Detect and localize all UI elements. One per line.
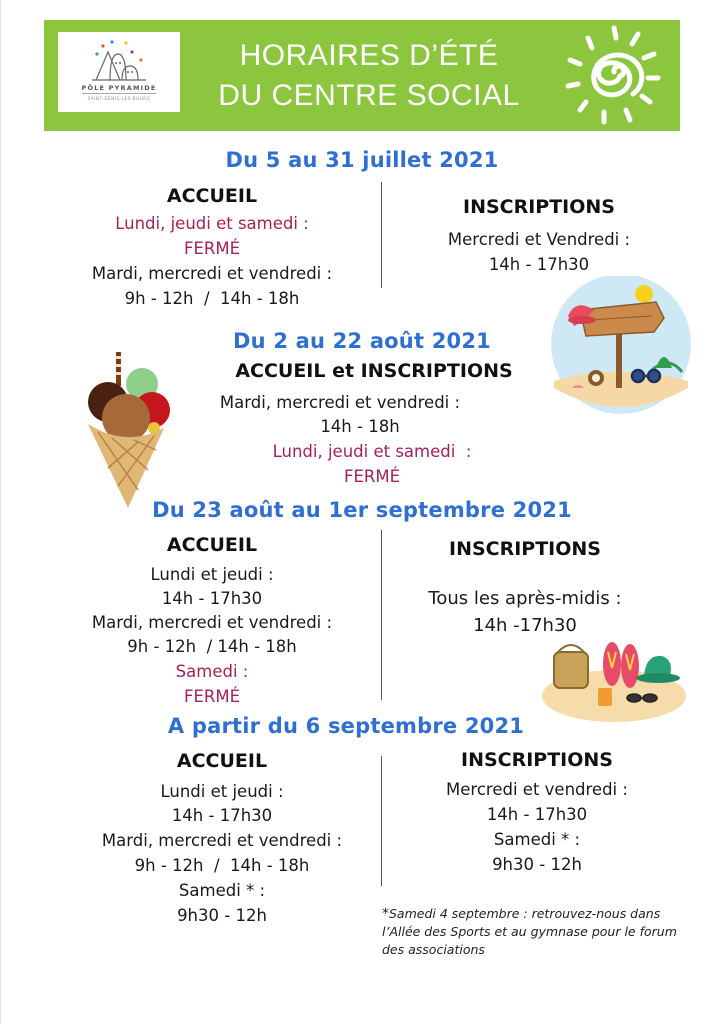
section4-accueil-line: 9h30 - 12h (177, 906, 267, 925)
section2-line: Mardi, mercredi et vendredi : (219, 393, 461, 412)
title-line-1: HORAIRES D’ÉTÉ (239, 39, 499, 72)
footnote-text: Samedi 4 septembre : retrouvez-nous dans l’Allée des Sports et au gymnase pour le forum des associations (382, 906, 677, 957)
logo-name: PÔLE PYRAMIDE (81, 84, 157, 92)
section4-divider (381, 756, 382, 886)
section1-accueil-line: Mardi, mercredi et vendredi : (91, 264, 333, 283)
period-3-title: Du 23 août au 1er septembre 2021 (152, 498, 572, 522)
section4-accueil-line: Samedi * : (178, 881, 266, 900)
section1-inscriptions-line: Mercredi et Vendredi : (447, 230, 631, 249)
logo-pyramid-icon (88, 38, 150, 82)
section2-line: 14h - 18h (320, 417, 400, 436)
section4-inscriptions-line: Mercredi et vendredi : (446, 780, 628, 799)
sun-icon (558, 22, 670, 128)
section3-accueil-line: Mardi, mercredi et vendredi : (91, 613, 333, 632)
section4-inscriptions-title: INSCRIPTIONS (461, 749, 613, 771)
logo-subtitle: SAINT-DENIS-LES-BOURG (87, 96, 151, 101)
section1-accueil-line: FERMÉ (183, 239, 241, 258)
ice-cream-icon (78, 350, 178, 510)
section3-accueil-line: 9h - 12h / 14h - 18h (127, 637, 297, 656)
section4-inscriptions-line: 14h - 17h30 (486, 805, 588, 824)
section4-accueil-line: 14h - 17h30 (171, 806, 273, 825)
section2-title: ACCUEIL et INSCRIPTIONS (235, 360, 513, 382)
section2-line: Lundi, jeudi et samedi : (272, 442, 472, 461)
section3-accueil-line: 14h - 17h30 (161, 589, 263, 608)
section4-accueil-line: Lundi et jeudi : (160, 782, 284, 801)
header-banner (44, 20, 680, 131)
section1-inscriptions-title: INSCRIPTIONS (463, 196, 615, 218)
section1-divider (381, 182, 382, 288)
section1-accueil-line: Lundi, jeudi et samedi : (115, 214, 309, 233)
section3-accueil-line: Samedi : (175, 662, 249, 681)
footnote (382, 905, 694, 959)
section4-inscriptions-line: Samedi * : (493, 830, 581, 849)
section3-inscriptions-line: Tous les après-midis : (428, 588, 622, 609)
section4-inscriptions-line: 9h30 - 12h (492, 855, 582, 874)
beach-items-icon (540, 638, 688, 724)
footnote-star: * (382, 906, 389, 922)
section3-accueil-title: ACCUEIL (166, 534, 258, 556)
section3-accueil-line: FERMÉ (183, 687, 241, 706)
section4-accueil-title: ACCUEIL (176, 750, 268, 772)
period-2-title: Du 2 au 22 août 2021 (233, 329, 491, 353)
section4-accueil-line: Mardi, mercredi et vendredi : (101, 831, 343, 850)
logo (58, 32, 180, 112)
section1-accueil-title: ACCUEIL (166, 185, 258, 207)
period-4-title: A partir du 6 septembre 2021 (167, 714, 525, 738)
section1-accueil-line: 9h - 12h / 14h - 18h (124, 289, 300, 308)
period-1-title: Du 5 au 31 juillet 2021 (225, 148, 499, 172)
title-line-2: DU CENTRE SOCIAL (218, 79, 520, 112)
section1-inscriptions-line: 14h - 17h30 (488, 255, 590, 274)
section2-line: FERMÉ (343, 467, 401, 486)
logo-underline (82, 93, 156, 94)
section3-divider (381, 530, 382, 700)
section4-accueil-line: 9h - 12h / 14h - 18h (134, 856, 310, 875)
section3-accueil-line: Lundi et jeudi : (150, 565, 274, 584)
page-title (204, 36, 534, 116)
section3-inscriptions-title: INSCRIPTIONS (449, 538, 601, 560)
section3-inscriptions-line: 14h -17h30 (473, 615, 577, 636)
